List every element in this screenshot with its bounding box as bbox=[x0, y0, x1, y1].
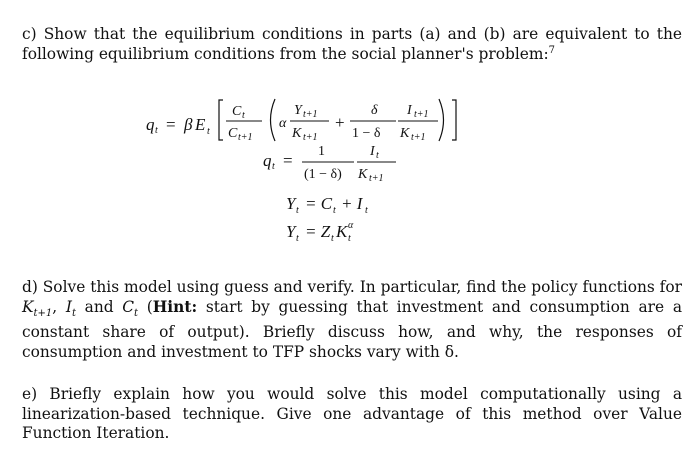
eq1-k2-den-sub: t+1 bbox=[411, 132, 426, 143]
eq2-lhs-q: q bbox=[263, 151, 272, 170]
eq1-left-paren bbox=[271, 99, 276, 141]
eq2-k-den-sub: t+1 bbox=[369, 173, 384, 184]
eq1-y-num-sub: t+1 bbox=[303, 109, 318, 120]
eq1-c-den: C bbox=[228, 126, 238, 141]
eq3-Y: Y bbox=[286, 194, 296, 213]
eq1-right-paren bbox=[439, 99, 444, 141]
eq1-equals: = bbox=[166, 115, 176, 134]
part-d-mid2: and bbox=[75, 297, 123, 316]
eq2-i-num-sub: t bbox=[376, 150, 379, 161]
eq1-y-num: Y bbox=[294, 103, 302, 118]
part-e-text: e) Briefly explain how you would solve this model computationally using a linearization-based technique. Give one advantage of this method over Value Function Iteration. bbox=[22, 385, 682, 443]
equation-4 bbox=[286, 220, 354, 244]
eq4-K-sup: α bbox=[348, 220, 354, 231]
part-d-rest: start by guessing that investment and consumption are a constant share of output). Briefly discuss how, and why, the responses of consumption and investment to TFP shocks vary with δ. bbox=[22, 297, 682, 361]
eq4-Z-sub: t bbox=[331, 233, 334, 244]
equations-block bbox=[0, 86, 699, 266]
eq2-k-den: K bbox=[358, 167, 368, 182]
eq1-k-den-sub: t+1 bbox=[303, 132, 318, 143]
eq3-Y-sub: t bbox=[296, 205, 299, 216]
part-d-c-sub: t bbox=[134, 307, 139, 319]
part-c-text: c) Show that the equilibrium conditions in parts (a) and (b) are equivalent to the following equilibrium conditions from the social planner's problem: bbox=[22, 25, 682, 63]
eq1-c-den-sub: t+1 bbox=[238, 132, 253, 143]
part-d-paragraph bbox=[22, 278, 682, 362]
footnote-mark: 7 bbox=[548, 44, 556, 56]
eq1-i-num: I bbox=[407, 103, 412, 118]
eq1-left-bracket bbox=[219, 100, 223, 140]
eq1-delta-den: 1 − δ bbox=[352, 126, 381, 141]
equation-2 bbox=[263, 144, 396, 184]
eq1-k2-den: K bbox=[400, 126, 410, 141]
eq3-I-sub: t bbox=[365, 205, 368, 216]
part-d-c: C bbox=[122, 297, 135, 316]
eq1-E: E bbox=[195, 115, 206, 134]
eq4-Y-sub: t bbox=[296, 233, 299, 244]
part-c-paragraph bbox=[22, 25, 682, 64]
part-d-k-sub: t+1 bbox=[33, 307, 53, 319]
eq1-plus: + bbox=[335, 113, 345, 132]
eq4-K: K bbox=[336, 222, 348, 241]
part-d-hint-label: Hint: bbox=[152, 297, 198, 316]
eq2-i-num: I bbox=[370, 144, 375, 159]
equation-1 bbox=[146, 99, 456, 143]
eq1-delta-num: δ bbox=[371, 103, 378, 118]
eq2-lhs-sub: t bbox=[272, 161, 275, 172]
eq2-one-minus-delta: (1 − δ) bbox=[304, 167, 342, 182]
eq1-c-num-sub: t bbox=[242, 110, 245, 121]
part-d-i: I bbox=[65, 297, 72, 316]
eq4-Y: Y bbox=[286, 222, 296, 241]
eq2-equals: = bbox=[283, 151, 293, 170]
eq1-k-den: K bbox=[292, 126, 302, 141]
eq1-E-sub: t bbox=[207, 126, 210, 137]
eq3-C-sub: t bbox=[333, 205, 336, 216]
part-d-mid3: ( bbox=[138, 297, 153, 316]
eq2-one: 1 bbox=[318, 144, 325, 159]
eq1-right-bracket bbox=[452, 100, 456, 140]
eq1-c-num: C bbox=[232, 104, 242, 119]
eq3-plus-I: + I bbox=[341, 194, 363, 213]
eq1-lhs-sub: t bbox=[155, 125, 158, 136]
eq4-rest: = Z bbox=[305, 222, 331, 241]
part-e-paragraph bbox=[22, 385, 682, 444]
eq4-K-sub: t bbox=[348, 233, 351, 244]
eq1-alpha: α bbox=[279, 116, 287, 131]
equation-3 bbox=[286, 194, 368, 216]
part-d-k: K bbox=[22, 297, 34, 316]
part-d-mid1: , bbox=[52, 297, 66, 316]
eq1-beta: β bbox=[184, 115, 193, 134]
eq3-rest: = C bbox=[305, 194, 333, 213]
part-d-line1: d) Solve this model using guess and verify. In particular, find the policy functions for bbox=[22, 278, 682, 296]
part-d-i-sub: t bbox=[71, 307, 76, 319]
eq1-i-num-sub: t+1 bbox=[414, 109, 429, 120]
eq1-lhs-q: q bbox=[146, 115, 155, 134]
